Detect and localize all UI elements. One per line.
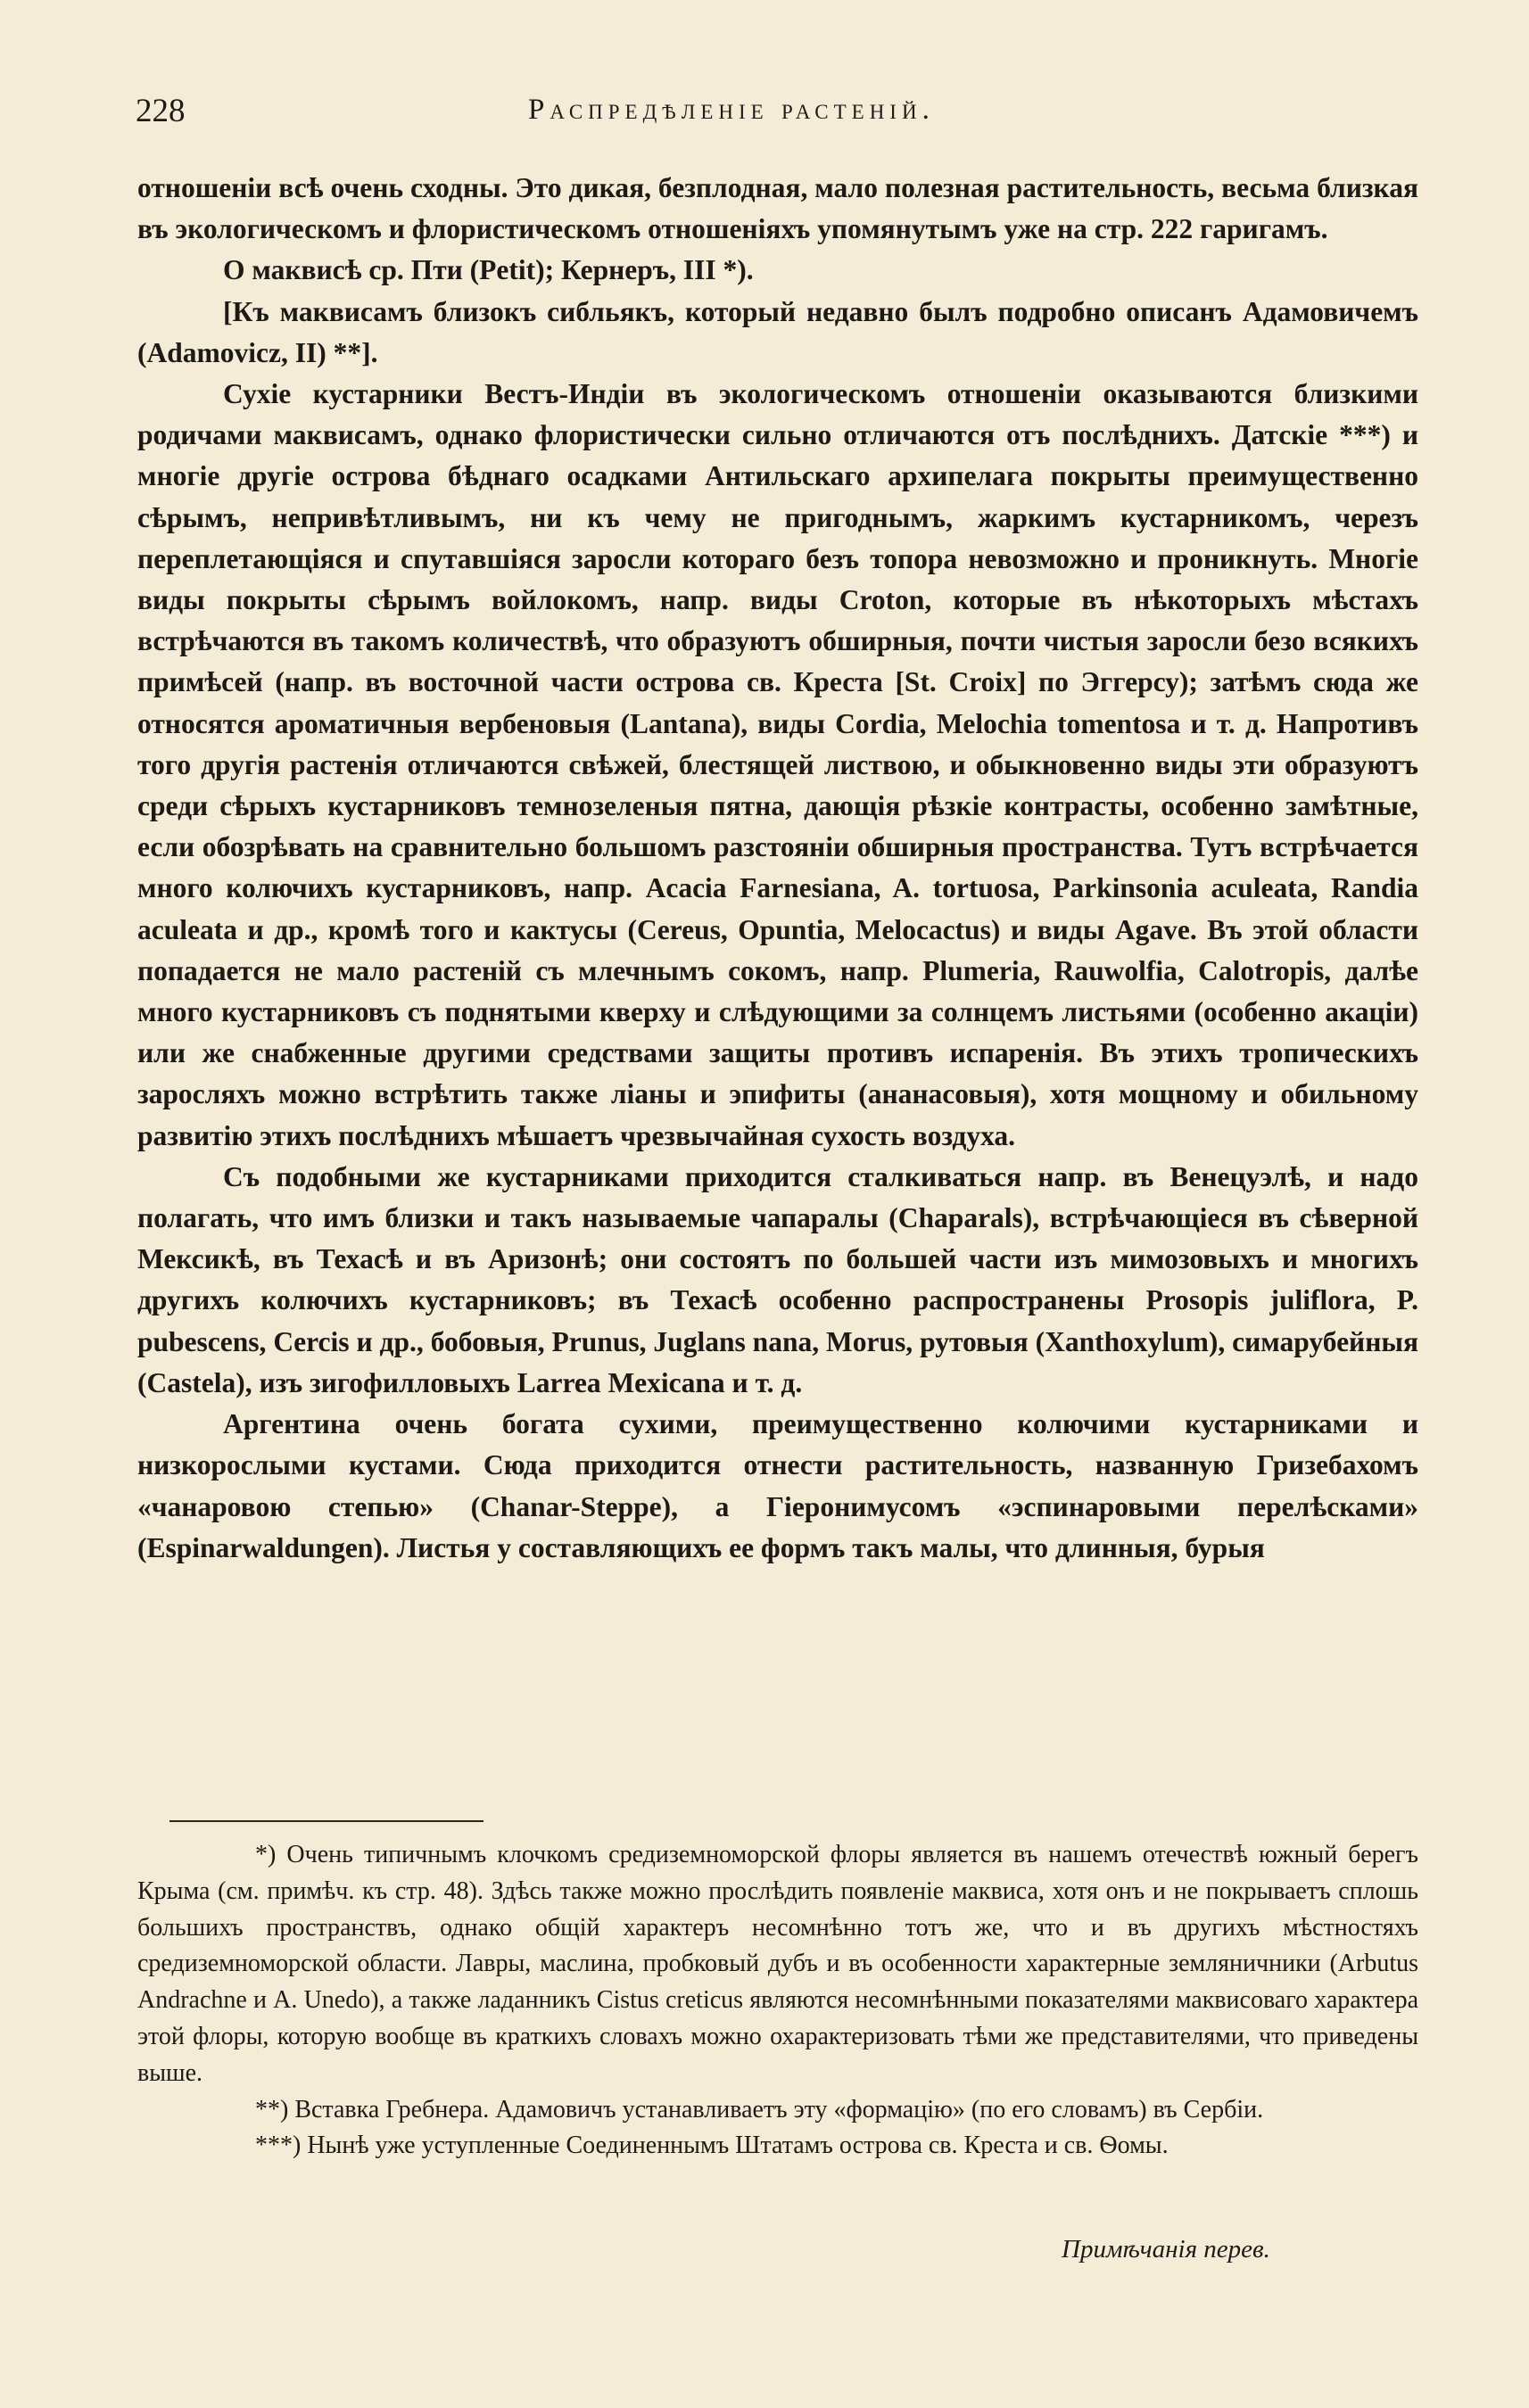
paragraph-argentina: Аргентина очень богата сухими, преимущественно колючими кустарниками и низкорослыми кустами. Сюда приходится отнести растительность, названную Гризебахомъ «чанаровою степью» (Chanar-Steppe), а Гіеронимусомъ «эспинаровыми перелѣсками» (Espinarwaldungen). Листья у составляющихъ ее формъ такъ малы, что длинныя, бурыя bbox=[137, 1408, 1418, 1563]
paragraph-sibljak: [Къ маквисамъ близокъ сибльякъ, который недавно былъ подробно описанъ Адамовичемъ (Adamovicz, II) **]. bbox=[137, 295, 1418, 368]
footnotes bbox=[137, 1837, 1418, 2165]
running-title: Распредѣленіе растеній. bbox=[528, 94, 935, 126]
footnote-2: **) Вставка Гребнера. Адамовичъ устанавливаетъ эту «формацію» (по его словамъ) въ Сербіи. bbox=[255, 2095, 1264, 2123]
footnote-1: *) Очень типичнымъ клочкомъ средиземноморской флоры является въ нашемъ отечествѣ южный берегъ Крыма (см. примѣч. къ стр. 48). Здѣсь также можно прослѣдить появленіе маквиса, хотя онъ и не покрываетъ сплошь большихъ пространствъ, однако общій характеръ несомнѣнно тотъ же, что и въ другихъ мѣстностяхъ средиземноморской области. Лавры, маслина, пробковый дубъ и въ особенности характерные земляничники (Arbutus Andrachne и A. Unedo), а также ладанникъ Cistus creticus являются несомнѣнными показателями маквисоваго характера этой флоры, которую вообще въ краткихъ словахъ можно охарактеризовать тѣми же представителями, что приведены выше. bbox=[137, 1841, 1418, 2087]
footnote-3: ***) Нынѣ уже уступленные Соединеннымъ Штатамъ острова св. Креста и св. Ѳомы. bbox=[255, 2132, 1169, 2160]
footnote-separator bbox=[169, 1820, 483, 1822]
translator-notes-signature: Примѣчанія перев. bbox=[1062, 2235, 1270, 2264]
main-text bbox=[137, 168, 1418, 1569]
paragraph-west-indies: Сухіе кустарники Вестъ-Индіи въ экологическомъ отношеніи оказываются близкими родичами маквисамъ, однако флористически сильно отличаются отъ послѣднихъ. Датскіе ***) и многіе другіе острова бѣднаго осадками Антильскаго архипелага покрыты преимущественно сѣрымъ, непривѣтливымъ, ни къ чему не пригоднымъ, жаркимъ кустарникомъ, черезъ переплетающіяся и спутавшіяся заросли котораго безъ топора невозможно и проникнуть. Многіе виды покрыты сѣрымъ войлокомъ, напр. виды Croton, которые въ нѣкоторыхъ мѣстахъ встрѣчаются въ такомъ количествѣ, что образуютъ обширныя, почти чистыя заросли безо всякихъ примѣсей (напр. въ восточной части острова св. Креста [St. Croix] по Эггерсу); затѣмъ сюда же относятся ароматичныя вербеновыя (Lantana), виды Cordia, Melochia tomentosa и т. д. Напротивъ того другія растенія отличаются свѣжей, блестящей листвою, и обыкновенно виды эти образуютъ среди сѣрыхъ кустарниковъ темнозеленыя пятна, дающія рѣзкіе контрасты, особенно замѣтные, если обозрѣвать на сравнительно большомъ разстояніи обширныя пространства. Тутъ встрѣчается много колючихъ кустарниковъ, напр. Acacia Farnesiana, A. tortuosa, Parkinsonia aculeata, Randia aculeata и др., кромѣ того и кактусы (Cereus, Opuntia, Melocactus) и виды Agave. Въ этой области попадается не мало растеній съ млечнымъ сокомъ, напр. Plumeria, Rauwolfia, Calotropis, далѣе много кустарниковъ съ поднятыми кверху и слѣдующими за солнцемъ листьями (особенно акаціи) или же снабженные другими средствами защиты противъ испаренія. Въ этихъ тропическихъ заросляхъ можно встрѣтить также ліаны и эпифиты (ананасовыя), хотя мощному и обильному развитію этихъ послѣднихъ мѣшаетъ чрезвычайная сухость воздуха. bbox=[137, 378, 1418, 1151]
paragraph-maquis-reference: О маквисѣ ср. Пти (Petit); Кернеръ, III *). bbox=[223, 254, 754, 286]
page-header bbox=[136, 92, 1429, 136]
paragraph-chaparral: Съ подобными же кустарниками приходится сталкиваться напр. въ Венецуэлѣ, и надо полагать, что имъ близки и такъ называемые чапаралы (Chaparals), встрѣчающіеся въ сѣверной Мексикѣ, въ Техасѣ и въ Аризонѣ; они состоятъ по большей части изъ мимозовыхъ и многихъ другихъ колючихъ кустарниковъ; въ Техасѣ особенно распространены Prosopis juliflora, P. pubescens, Cercis и др., бобовыя, Prunus, Juglans nana, Morus, рутовыя (Xanthoxylum), симарубейныя (Castela), изъ зигофилловыхъ Larrea Mexicana и т. д. bbox=[137, 1160, 1418, 1398]
page-number: 228 bbox=[136, 93, 186, 129]
paragraph-continuation: отношеніи всѣ очень сходны. Это дикая, безплодная, мало полезная растительность, весьма близкая въ экологическомъ и флористическомъ отношеніяхъ упомянутымъ уже на стр. 222 гаригамъ. bbox=[137, 172, 1418, 245]
